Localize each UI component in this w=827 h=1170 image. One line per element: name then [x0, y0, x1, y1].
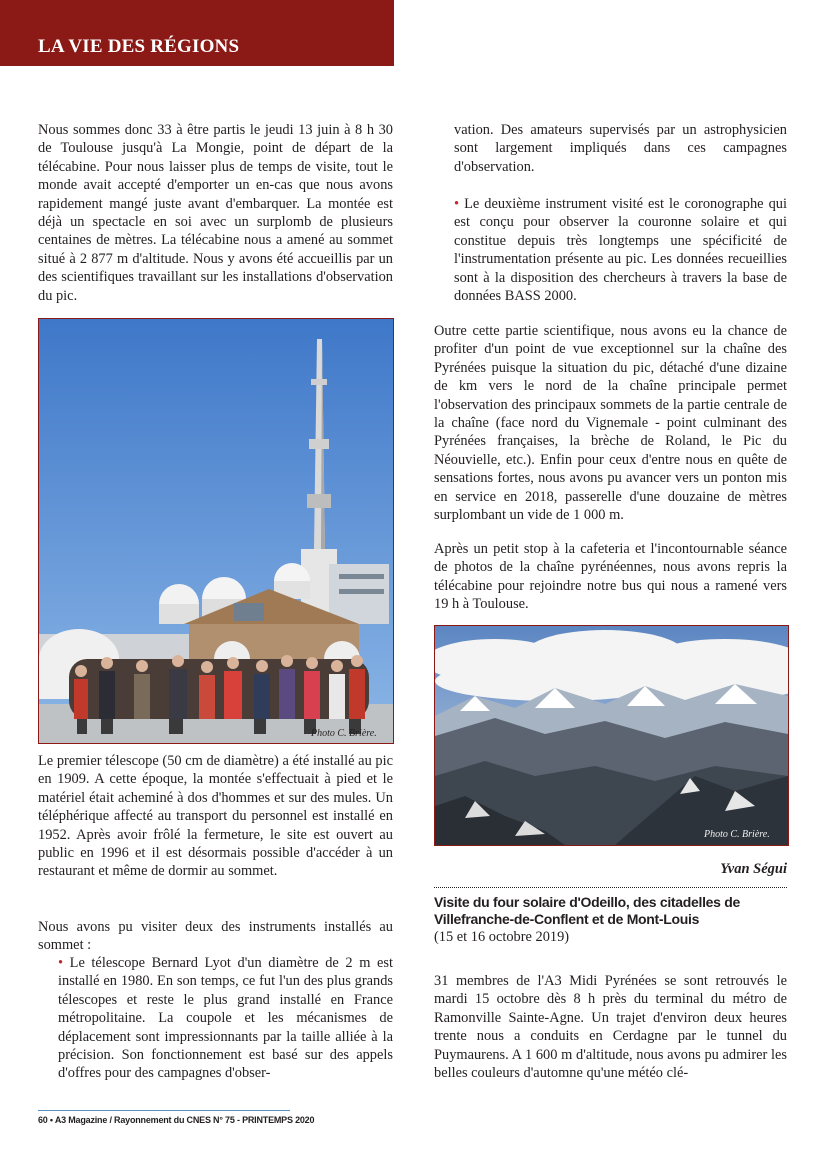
bullet-text: Le deuxième instrument visité est le coronographe qui est conçu pour observer la couronne solaire et qui constitue depuis très longtemps une spécificité de l'instrumentation présente au pic. Les données recueillies sont à la disposition des chercheurs à travers la base de données BASS 2000.: [454, 196, 787, 305]
article-paragraph-instruments: Nous avons pu visiter deux des instruments installés au sommet :: [38, 919, 393, 954]
page-footer: 60 • A3 Magazine / Rayonnement du CNES N° 75 - PRINTEMPS 2020: [38, 1115, 315, 1125]
section-header-band: [0, 0, 394, 66]
next-article-title: Visite du four solaire d'Odeillo, des citadelles de Villefranche-de-Conflent et de Mont-Louis: [434, 894, 740, 927]
photo-credit-left: Photo C. Brière.: [311, 728, 377, 739]
article-paragraph-intro: Nous sommes donc 33 à être partis le jeudi 13 juin à 8 h 30 de Toulouse jusqu'à La Mongie, point de départ de la télécabine. Pour nous laisser plus de temps de visite, tout le monde avait accepté d'emporter un en-cas que nous avons rapidement mangé juste avant d'embarquer. La montée est déjà un spectacle en soi avec un surplomb de plusieurs centaines de mètres. La télécabine nous a amené au sommet situé à 2 877 m d'altitude. Nous y avons été accueillis par un des scientifiques travaillant sur les installations d'observation du pic.: [38, 122, 393, 304]
bullet-item-coronograph: [454, 195, 787, 305]
bullet-continuation: vation. Des amateurs supervisés par un astrophysicien sont largement impliqués dans ces campagnes d'observation.: [454, 122, 787, 175]
bullet-marker: •: [58, 955, 64, 971]
bullet-marker: •: [454, 196, 460, 212]
article-paragraph-history: Le premier télescope (50 cm de diamètre) a été installé au pic en 1909. A cette époque, la montée s'effectuait à pied et le matériel était acheminé à dos d'hommes et sur des mules. Un téléphérique affecté au transport du personnel est installé en 1952. Après avoir frôlé la fermeture, le site est ouvert au public en 1996 et il est désormais possible d'accéder à un restaurant et même de dormir au sommet.: [38, 753, 393, 880]
footer-rule: [38, 1110, 290, 1111]
next-article-dates: (15 et 16 octobre 2019): [434, 929, 570, 945]
article-paragraph-return: Après un petit stop à la cafeteria et l'incontournable séance de photos de la chaîne pyrénéennes, nous avons repris la télécabine pour rejoindre notre bus qui nous a ramené vers 19 h à Toulouse.: [434, 541, 787, 613]
bullet-item-lyot-telescope: [58, 954, 393, 1083]
next-article-header: [434, 887, 787, 946]
article-paragraph-odeillo: 31 membres de l'A3 Midi Pyrénées se sont retrouvés le mardi 15 octobre dès 8 h près du terminal du métro de Ramonville Sainte-Agne. Un trajet d'environ deux heures trente nous a conduits en Cerdagne par le tunnel du Puymaurens. A 1 600 m d'altitude, nous avons pu admirer les belles couleurs d'automne qu'une météo clé-: [434, 973, 787, 1082]
mountain-panorama-illustration: [435, 626, 788, 845]
photo-pyrenees-panorama: [434, 625, 789, 846]
article-author: Yvan Ségui: [720, 861, 787, 877]
photo-credit-right: Photo C. Brière.: [704, 829, 770, 840]
bullet-text: Le télescope Bernard Lyot d'un diamètre de 2 m est installé en 1980. En son temps, ce fut l'un des plus grands télescopes et reste le plus grand installé en France métropolitaine. La coupole et les mécanismes de déplacement sont impressionnants par la taille alliée à la précision. Son fonctionnement est basé sur des appels d'offres pour des campagnes d'obser-: [58, 955, 393, 1082]
article-paragraph-panorama: Outre cette partie scientifique, nous avons eu la chance de profiter d'un point de vue exceptionnel sur la chaîne des Pyrénées puisque la situation du pic, détaché d'une dizaine de km vers le nord de la chaîne principale permet l'observation des principaux sommets de la partie centrale de la chaîne (face nord du Vignemale - point culminant des Pyrénées françaises, la brèche de Roland, le Pic du Néouvielle, etc.). Enfin pour ceux d'entre nous en quête de sensations fortes, nous avons pu avancer vers un ponton mis en service en 2018, passerelle d'une douzaine de mètres surplombant un vide de 1 000 m.: [434, 323, 787, 524]
section-title: LA VIE DES RÉGIONS: [38, 36, 240, 57]
group-photo-pic-du-midi: [38, 318, 394, 744]
summit-observatory-illustration: [39, 319, 393, 743]
